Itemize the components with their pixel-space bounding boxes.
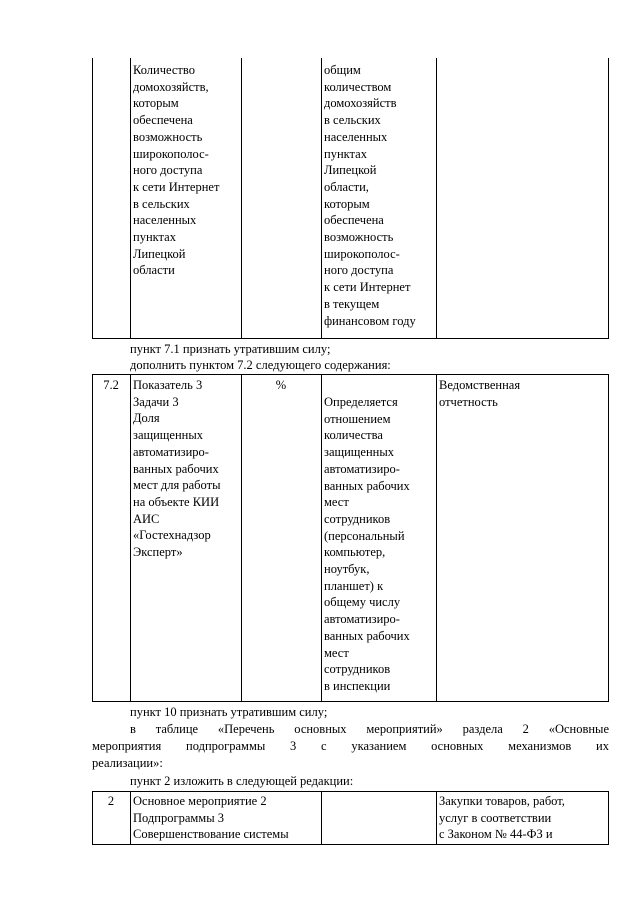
unit-cell: % <box>275 378 287 392</box>
indicator-name-cell: Количество домохозяйств, которым обеспечена возможность широкополос- ного доступа к сети Интернет в сельских населенных пунктах Липецкой области <box>133 63 220 278</box>
column-divider <box>130 375 131 701</box>
calculation-method-cell: Определяется отношением количества защищенных автоматизиро- ванных рабочих мест сотрудников (персональный компьютер, ноутбук, планшет) к общему числу автоматизиро- ванных рабочих мест сотрудников в инспекции <box>324 395 410 693</box>
paragraph-table-reference-line2: мероприятия подпрограммы 3 с указанием основных механизмов их <box>92 739 609 753</box>
column-divider <box>321 58 322 338</box>
mechanism-cell: Закупки товаров, работ, услуг в соответствии с Законом № 44-ФЗ и <box>439 794 565 842</box>
table-continuation <box>92 58 609 339</box>
row-number-cell: 7.2 <box>103 378 119 392</box>
table-item-7-2 <box>92 374 609 702</box>
paragraph-item-7-1: пункт 7.1 признать утратившим силу; <box>130 342 331 356</box>
paragraph-table-reference-line1: в таблице «Перечень основных мероприятий» раздела 2 «Основные <box>130 722 609 736</box>
data-source-cell: Ведомственная отчетность <box>439 378 521 409</box>
paragraph-table-reference-line3: реализации»: <box>92 756 163 770</box>
column-divider <box>321 375 322 701</box>
column-divider <box>241 58 242 338</box>
column-divider <box>130 792 131 844</box>
column-divider <box>436 792 437 844</box>
paragraph-add-item-7-2: дополнить пунктом 7.2 следующего содержания: <box>130 358 391 372</box>
column-divider <box>241 375 242 701</box>
column-divider <box>321 792 322 844</box>
indicator-name-cell: Показатель 3 Задачи 3 Доля защищенных автоматизиро- ванных рабочих мест для работы на объекте КИИ АИС «Гостехнадзор Эксперт» <box>133 378 221 560</box>
activity-name-cell: Основное мероприятие 2 Подпрограммы 3 Совершенствование системы <box>133 794 289 842</box>
column-divider <box>436 58 437 338</box>
column-divider <box>130 58 131 338</box>
column-divider <box>436 375 437 701</box>
calculation-method-cell: общим количеством домохозяйств в сельских населенных пунктах Липецкой области, которым обеспечена возможность широкополос- ного доступа к сети Интернет в текущем финансовом году <box>324 63 416 328</box>
paragraph-item-2: пункт 2 изложить в следующей редакции: <box>130 774 354 788</box>
paragraph-item-10: пункт 10 признать утратившим силу; <box>130 705 328 719</box>
table-item-2 <box>92 791 609 845</box>
row-number-cell: 2 <box>107 794 115 808</box>
